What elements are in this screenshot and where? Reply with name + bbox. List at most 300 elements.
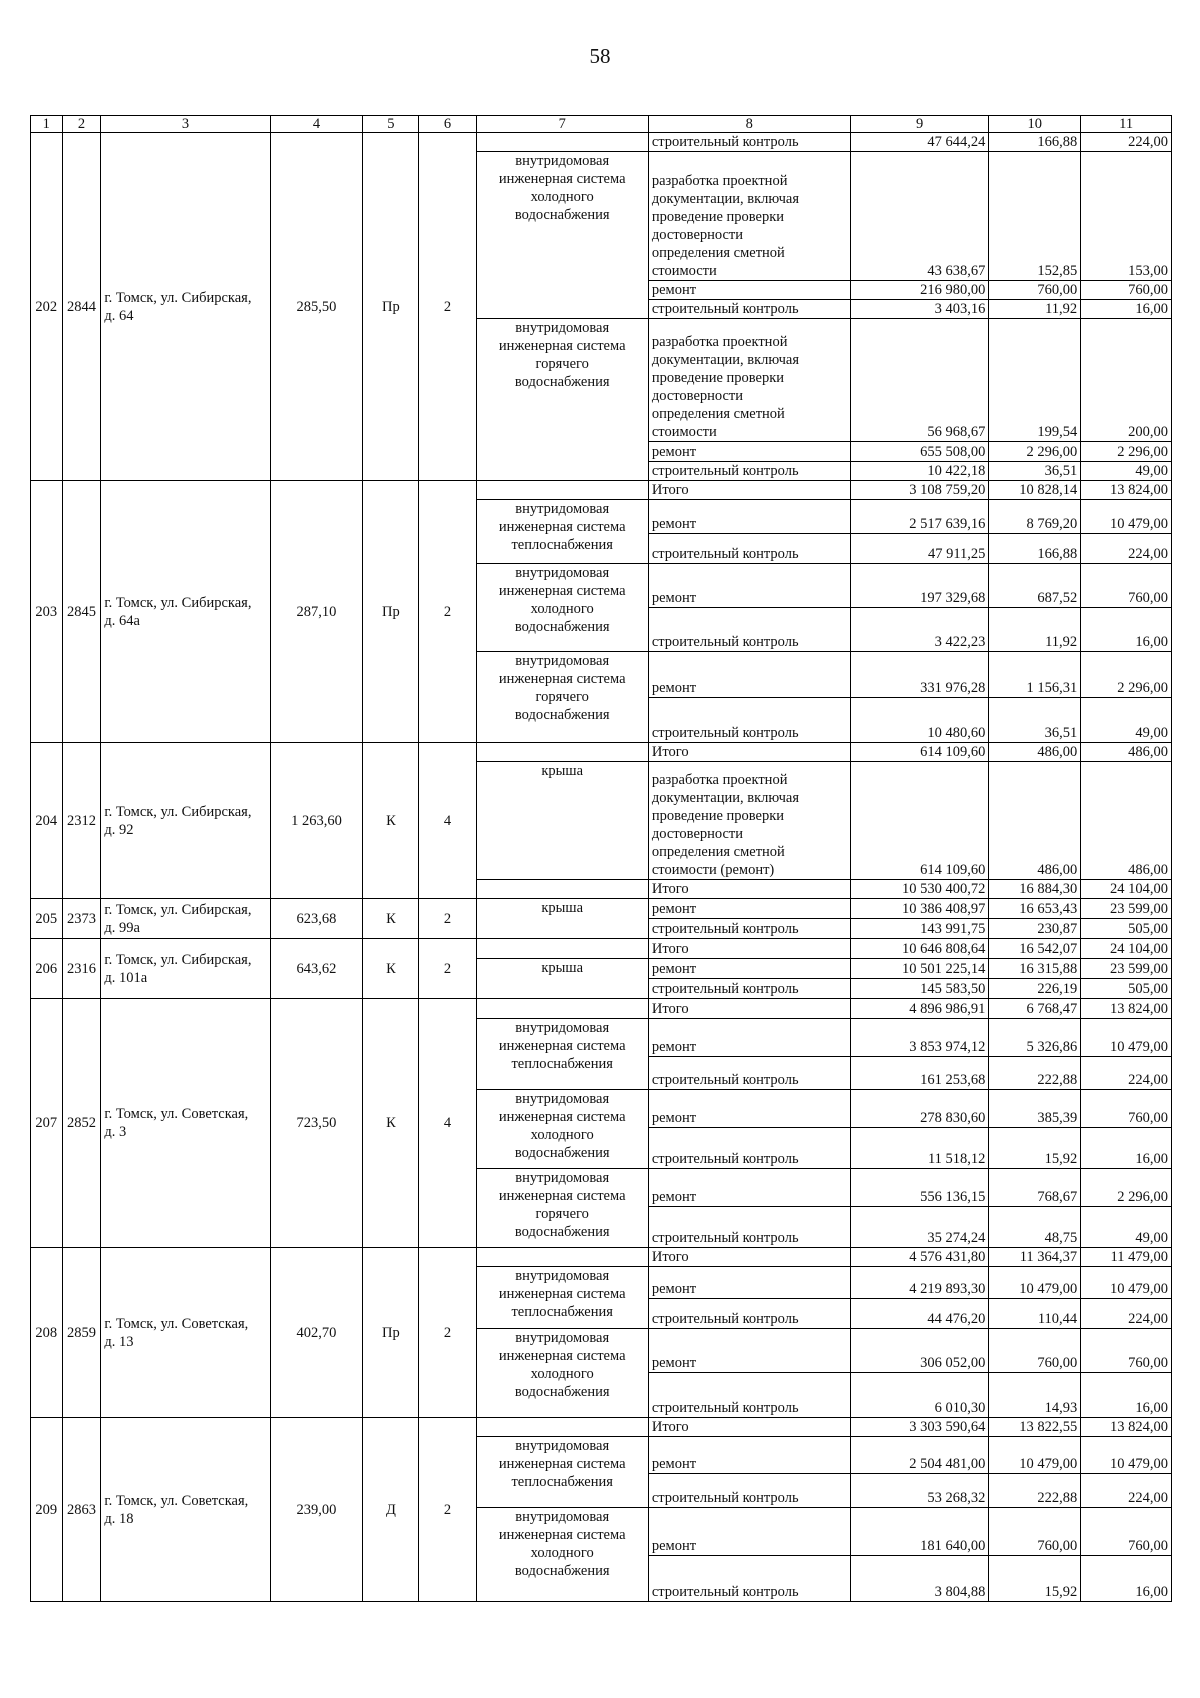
- work-type-text: строительный контроль: [651, 981, 799, 997]
- cost-per-sqm-text: 486,00: [1037, 744, 1078, 760]
- work-type-text: строительный контроль: [651, 463, 799, 479]
- system-name-cell: [476, 1267, 648, 1329]
- work-type-text: Итого: [651, 881, 689, 897]
- cost-limit-cell: [1081, 880, 1172, 899]
- cost-limit-text: 49,00: [1135, 463, 1168, 479]
- cost-limit-cell: [1081, 152, 1172, 281]
- cost-per-sqm-text: 48,75: [1044, 1230, 1078, 1246]
- cost-per-sqm-cell: [989, 500, 1081, 534]
- work-type-text: Итого: [651, 744, 689, 760]
- floors-text: 4: [443, 1115, 452, 1131]
- cost-total-cell: [850, 300, 989, 319]
- work-type-cell: [648, 959, 850, 979]
- work-type-cell: [648, 1508, 850, 1556]
- work-type-cell: [648, 1556, 850, 1602]
- col-header-10: 10: [989, 116, 1081, 133]
- cost-total-cell: [850, 979, 989, 999]
- cost-per-sqm-cell: [989, 652, 1081, 698]
- cost-total-cell: [850, 959, 989, 979]
- area-cell: [270, 1248, 363, 1418]
- cost-total-text: 2 504 481,00: [909, 1456, 986, 1472]
- area-cell: [270, 999, 363, 1248]
- area-cell: [270, 481, 363, 743]
- cost-per-sqm-text: 15,92: [1044, 1584, 1078, 1600]
- work-type-text: ремонт: [651, 1110, 697, 1126]
- cost-per-sqm-cell: [989, 1299, 1081, 1329]
- object-id-text: 2852: [66, 1115, 96, 1131]
- cost-limit-cell: [1081, 1090, 1172, 1128]
- work-type-cell: [648, 1128, 850, 1169]
- wall-type-cell: [363, 939, 419, 999]
- cost-total-text: 47 644,24: [927, 134, 986, 150]
- cost-limit-text: 2 296,00: [1117, 680, 1168, 696]
- system-name-cell: [476, 762, 648, 880]
- object-id-text: 2845: [66, 603, 96, 620]
- system-name-text: внутридомовая инженерная система теплоснабжения: [498, 501, 626, 553]
- cost-limit-cell: [1081, 319, 1172, 442]
- wall-type-text: Пр: [382, 1324, 400, 1341]
- cost-per-sqm-text: 8 769,20: [1026, 516, 1078, 532]
- cost-total-cell: [850, 1329, 989, 1373]
- cost-limit-text: 23 599,00: [1110, 961, 1168, 977]
- work-type-text: разработка проектной документации, включая проведение проверки достоверности определения сметной стоимости (ремонт): [651, 772, 800, 878]
- cost-total-cell: [850, 698, 989, 743]
- cost-total-cell: [850, 939, 989, 959]
- cost-per-sqm-cell: [989, 481, 1081, 500]
- cost-limit-cell: [1081, 442, 1172, 462]
- row-number-text: 205: [35, 910, 58, 927]
- work-type-cell: [648, 1207, 850, 1248]
- system-name-text: крыша: [541, 900, 584, 916]
- floors-text: 2: [443, 1324, 452, 1341]
- cost-total-text: 2 517 639,16: [909, 516, 986, 532]
- cost-per-sqm-text: 10 479,00: [1019, 1456, 1078, 1472]
- cost-limit-cell: [1081, 698, 1172, 743]
- cost-per-sqm-text: 110,44: [1037, 1311, 1078, 1327]
- cost-total-cell: [850, 564, 989, 608]
- object-id-cell: [62, 1418, 101, 1602]
- cost-per-sqm-cell: [989, 1207, 1081, 1248]
- table-row: [31, 999, 1172, 1019]
- address-cell: [101, 481, 270, 743]
- cost-total-cell: [850, 500, 989, 534]
- cost-limit-text: 13 824,00: [1110, 482, 1168, 498]
- cost-total-cell: [850, 1267, 989, 1299]
- work-type-text: строительный контроль: [651, 1400, 799, 1416]
- cost-limit-cell: [1081, 762, 1172, 880]
- cost-limit-cell: [1081, 1299, 1172, 1329]
- cost-limit-text: 16,00: [1135, 301, 1168, 317]
- cost-per-sqm-text: 760,00: [1037, 282, 1078, 298]
- wall-type-text: Пр: [382, 298, 400, 315]
- cost-total-text: 614 109,60: [920, 744, 986, 760]
- cost-per-sqm-text: 11,92: [1045, 301, 1078, 317]
- cost-per-sqm-text: 14,93: [1044, 1400, 1078, 1416]
- cost-limit-cell: [1081, 534, 1172, 564]
- system-name-cell: [476, 1508, 648, 1602]
- cost-limit-cell: [1081, 300, 1172, 319]
- work-type-text: Итого: [651, 1249, 689, 1265]
- work-type-text: Итого: [651, 1001, 689, 1017]
- system-name-cell: [476, 500, 648, 564]
- object-id-text: 2316: [66, 960, 96, 977]
- cost-per-sqm-cell: [989, 442, 1081, 462]
- system-name-cell: [476, 1090, 648, 1169]
- capital-repair-table: [30, 115, 1172, 1602]
- cost-total-cell: [850, 999, 989, 1019]
- cost-total-text: 44 476,20: [927, 1311, 986, 1327]
- system-name-cell: [476, 1329, 648, 1418]
- cost-total-text: 10 386 408,97: [902, 901, 986, 917]
- cost-limit-text: 10 479,00: [1110, 516, 1168, 532]
- cost-total-text: 4 576 431,80: [909, 1249, 986, 1265]
- work-type-text: ремонт: [651, 1189, 697, 1205]
- cost-total-cell: [850, 442, 989, 462]
- cost-limit-cell: [1081, 1418, 1172, 1437]
- cost-per-sqm-cell: [989, 1169, 1081, 1207]
- cost-per-sqm-text: 13 822,55: [1019, 1419, 1078, 1435]
- work-type-cell: [648, 534, 850, 564]
- wall-type-cell: [363, 743, 419, 899]
- cost-total-cell: [850, 652, 989, 698]
- cost-total-cell: [850, 1057, 989, 1090]
- col-header-3: 3: [101, 116, 270, 133]
- cost-total-cell: [850, 608, 989, 652]
- cost-limit-text: 13 824,00: [1110, 1419, 1168, 1435]
- address-text: г. Томск, ул. Сибирская, д. 92: [104, 803, 252, 838]
- cost-limit-cell: [1081, 1019, 1172, 1057]
- cost-per-sqm-text: 6 768,47: [1026, 1001, 1078, 1017]
- object-id-cell: [62, 133, 101, 481]
- area-cell: [270, 899, 363, 939]
- floors-text: 2: [443, 910, 452, 927]
- floors-cell: [419, 939, 476, 999]
- cost-per-sqm-text: 166,88: [1037, 134, 1078, 150]
- work-type-text: строительный контроль: [651, 634, 799, 650]
- cost-limit-cell: [1081, 652, 1172, 698]
- cost-per-sqm-cell: [989, 1373, 1081, 1418]
- work-type-text: строительный контроль: [651, 1151, 799, 1167]
- col-header-8: 8: [648, 116, 850, 133]
- work-type-text: Итого: [651, 941, 689, 957]
- work-type-text: ремонт: [651, 1039, 697, 1055]
- work-type-text: ремонт: [651, 444, 697, 460]
- work-type-cell: [648, 608, 850, 652]
- cost-limit-cell: [1081, 481, 1172, 500]
- system-name-cell: [476, 1019, 648, 1090]
- system-name-cell: [476, 880, 648, 899]
- cost-limit-text: 224,00: [1128, 1072, 1168, 1088]
- cost-per-sqm-cell: [989, 133, 1081, 152]
- work-type-cell: [648, 564, 850, 608]
- cost-limit-cell: [1081, 1329, 1172, 1373]
- cost-limit-text: 224,00: [1128, 1490, 1168, 1506]
- cost-total-text: 4 896 986,91: [909, 1001, 986, 1017]
- row-number-cell: [31, 939, 63, 999]
- area-text: 643,62: [296, 960, 337, 977]
- address-text: г. Томск, ул. Сибирская, д. 64а: [104, 594, 252, 629]
- object-id-cell: [62, 999, 101, 1248]
- cost-limit-text: 16,00: [1135, 1151, 1168, 1167]
- wall-type-text: Пр: [382, 603, 400, 620]
- cost-total-text: 3 108 759,20: [909, 482, 986, 498]
- wall-type-cell: [363, 481, 419, 743]
- system-name-text: внутридомовая инженерная система холодного водоснабжения: [498, 153, 626, 223]
- cost-limit-cell: [1081, 608, 1172, 652]
- work-type-cell: [648, 880, 850, 899]
- cost-total-cell: [850, 152, 989, 281]
- cost-limit-text: 49,00: [1135, 1230, 1168, 1246]
- cost-per-sqm-cell: [989, 300, 1081, 319]
- wall-type-cell: [363, 1418, 419, 1602]
- cost-per-sqm-cell: [989, 899, 1081, 919]
- work-type-cell: [648, 899, 850, 919]
- cost-limit-cell: [1081, 1248, 1172, 1267]
- work-type-cell: [648, 762, 850, 880]
- work-type-cell: [648, 281, 850, 300]
- cost-limit-text: 23 599,00: [1110, 901, 1168, 917]
- work-type-cell: [648, 1267, 850, 1299]
- cost-total-cell: [850, 1090, 989, 1128]
- col-header-11: 11: [1081, 116, 1172, 133]
- cost-total-cell: [850, 462, 989, 481]
- work-type-cell: [648, 462, 850, 481]
- cost-per-sqm-cell: [989, 1418, 1081, 1437]
- row-number-cell: [31, 1248, 63, 1418]
- floors-cell: [419, 481, 476, 743]
- work-type-text: ремонт: [651, 961, 697, 977]
- cost-total-text: 3 403,16: [934, 301, 986, 317]
- cost-per-sqm-text: 16 653,43: [1019, 901, 1078, 917]
- row-number-text: 209: [35, 1501, 58, 1518]
- cost-limit-cell: [1081, 743, 1172, 762]
- work-type-text: разработка проектной документации, включая проведение проверки достоверности определения сметной стоимости: [651, 334, 800, 440]
- work-type-cell: [648, 133, 850, 152]
- cost-total-text: 3 303 590,64: [909, 1419, 986, 1435]
- cost-total-text: 331 976,28: [920, 680, 986, 696]
- cost-limit-text: 153,00: [1128, 263, 1168, 279]
- work-type-cell: [648, 939, 850, 959]
- cost-per-sqm-cell: [989, 743, 1081, 762]
- address-cell: [101, 743, 270, 899]
- cost-limit-text: 13 824,00: [1110, 1001, 1168, 1017]
- cost-total-text: 10 422,18: [927, 463, 986, 479]
- cost-limit-text: 10 479,00: [1110, 1281, 1168, 1297]
- work-type-cell: [648, 1299, 850, 1329]
- cost-total-cell: [850, 1556, 989, 1602]
- cost-per-sqm-cell: [989, 152, 1081, 281]
- cost-limit-text: 505,00: [1128, 921, 1168, 937]
- cost-per-sqm-text: 16 315,88: [1019, 961, 1078, 977]
- work-type-cell: [648, 300, 850, 319]
- cost-per-sqm-text: 10 828,14: [1019, 482, 1078, 498]
- cost-limit-cell: [1081, 979, 1172, 999]
- work-type-cell: [648, 652, 850, 698]
- address-cell: [101, 939, 270, 999]
- work-type-cell: [648, 152, 850, 281]
- cost-total-cell: [850, 481, 989, 500]
- system-name-text: внутридомовая инженерная система холодного водоснабжения: [498, 1509, 626, 1579]
- work-type-cell: [648, 1373, 850, 1418]
- cost-limit-text: 486,00: [1128, 744, 1168, 760]
- work-type-text: ремонт: [651, 1456, 697, 1472]
- work-type-cell: [648, 319, 850, 442]
- floors-cell: [419, 743, 476, 899]
- cost-limit-cell: [1081, 919, 1172, 939]
- cost-total-cell: [850, 281, 989, 300]
- system-name-text: внутридомовая инженерная система теплоснабжения: [498, 1020, 626, 1072]
- work-type-cell: [648, 1418, 850, 1437]
- work-type-text: строительный контроль: [651, 1072, 799, 1088]
- system-name-text: внутридомовая инженерная система горячего водоснабжения: [498, 320, 626, 390]
- row-number-text: 204: [35, 812, 58, 829]
- cost-limit-text: 11 479,00: [1110, 1249, 1168, 1265]
- cost-limit-cell: [1081, 999, 1172, 1019]
- cost-limit-text: 24 104,00: [1110, 941, 1168, 957]
- system-name-text: внутридомовая инженерная система горячего водоснабжения: [498, 653, 626, 723]
- floors-text: 4: [443, 812, 452, 829]
- work-type-cell: [648, 1437, 850, 1474]
- cost-limit-cell: [1081, 281, 1172, 300]
- system-name-text: внутридомовая инженерная система холодного водоснабжения: [498, 1091, 626, 1161]
- floors-cell: [419, 1418, 476, 1602]
- wall-type-text: К: [386, 812, 396, 829]
- work-type-cell: [648, 919, 850, 939]
- floors-cell: [419, 133, 476, 481]
- cost-limit-cell: [1081, 939, 1172, 959]
- address-text: г. Томск, ул. Сибирская, д. 64: [104, 289, 252, 324]
- system-name-cell: [476, 1169, 648, 1248]
- cost-limit-text: 505,00: [1128, 981, 1168, 997]
- work-type-text: ремонт: [651, 1281, 697, 1297]
- cost-per-sqm-cell: [989, 1508, 1081, 1556]
- cost-per-sqm-text: 222,88: [1037, 1490, 1078, 1506]
- cost-per-sqm-text: 222,88: [1037, 1072, 1078, 1088]
- cost-total-text: 306 052,00: [920, 1355, 986, 1371]
- work-type-text: строительный контроль: [651, 301, 799, 317]
- cost-total-text: 145 583,50: [920, 981, 986, 997]
- address-cell: [101, 1418, 270, 1602]
- cost-total-text: 655 508,00: [920, 444, 986, 460]
- cost-total-text: 161 253,68: [920, 1072, 986, 1088]
- col-header-7: 7: [476, 116, 648, 133]
- col-header-2: 2: [62, 116, 101, 133]
- wall-type-text: К: [386, 1115, 396, 1131]
- cost-total-text: 10 480,60: [927, 725, 986, 741]
- floors-cell: [419, 999, 476, 1248]
- col-header-1: 1: [31, 116, 63, 133]
- col-header-9: 9: [850, 116, 989, 133]
- work-type-text: ремонт: [651, 680, 697, 696]
- cost-total-text: 3 422,23: [934, 634, 986, 650]
- address-text: г. Томск, ул. Советская, д. 13: [104, 1315, 249, 1350]
- cost-total-text: 556 136,15: [920, 1189, 986, 1205]
- cost-limit-text: 24 104,00: [1110, 881, 1168, 897]
- system-name-cell: [476, 899, 648, 939]
- cost-total-cell: [850, 743, 989, 762]
- system-name-cell: [476, 652, 648, 743]
- cost-limit-text: 10 479,00: [1110, 1039, 1168, 1055]
- cost-total-text: 43 638,67: [927, 263, 986, 279]
- work-type-text: строительный контроль: [651, 1490, 799, 1506]
- row-number-cell: [31, 899, 63, 939]
- cost-limit-cell: [1081, 959, 1172, 979]
- cost-total-cell: [850, 919, 989, 939]
- system-name-text: внутридомовая инженерная система холодного водоснабжения: [498, 1330, 626, 1400]
- cost-limit-text: 486,00: [1128, 862, 1168, 878]
- cost-limit-text: 760,00: [1128, 1538, 1168, 1554]
- cost-limit-cell: [1081, 1373, 1172, 1418]
- cost-per-sqm-cell: [989, 1248, 1081, 1267]
- header-row: [31, 116, 1172, 133]
- cost-total-text: 56 968,67: [927, 424, 986, 440]
- address-text: г. Томск, ул. Советская, д. 3: [104, 1106, 249, 1140]
- cost-per-sqm-text: 36,51: [1044, 725, 1078, 741]
- area-cell: [270, 743, 363, 899]
- cost-per-sqm-cell: [989, 534, 1081, 564]
- cost-per-sqm-text: 2 296,00: [1026, 444, 1078, 460]
- cost-per-sqm-cell: [989, 999, 1081, 1019]
- address-text: г. Томск, ул. Сибирская, д. 99а: [104, 901, 252, 936]
- wall-type-cell: [363, 133, 419, 481]
- cost-limit-text: 224,00: [1128, 546, 1168, 562]
- system-name-cell: [476, 743, 648, 762]
- cost-per-sqm-cell: [989, 1019, 1081, 1057]
- cost-limit-cell: [1081, 1437, 1172, 1474]
- system-name-text: крыша: [541, 763, 584, 779]
- cost-per-sqm-cell: [989, 979, 1081, 999]
- cost-per-sqm-cell: [989, 959, 1081, 979]
- row-number-text: 202: [35, 298, 58, 315]
- cost-per-sqm-text: 5 326,86: [1026, 1039, 1078, 1055]
- row-number-cell: [31, 743, 63, 899]
- object-id-text: 2844: [66, 298, 96, 315]
- cost-per-sqm-cell: [989, 281, 1081, 300]
- work-type-text: ремонт: [651, 282, 697, 298]
- floors-text: 2: [443, 1501, 452, 1518]
- cost-limit-text: 10 479,00: [1110, 1456, 1168, 1472]
- work-type-text: ремонт: [651, 901, 697, 917]
- cost-total-text: 197 329,68: [920, 590, 986, 606]
- area-text: 623,68: [296, 910, 337, 927]
- work-type-cell: [648, 500, 850, 534]
- cost-total-cell: [850, 899, 989, 919]
- area-text: 285,50: [296, 298, 337, 315]
- cost-total-cell: [850, 1299, 989, 1329]
- row-number-text: 203: [35, 603, 58, 620]
- cost-per-sqm-text: 486,00: [1037, 862, 1078, 878]
- cost-limit-text: 200,00: [1128, 424, 1168, 440]
- row-number-text: 208: [35, 1324, 58, 1341]
- work-type-cell: [648, 1169, 850, 1207]
- cost-per-sqm-cell: [989, 1057, 1081, 1090]
- address-text: г. Томск, ул. Сибирская, д. 101а: [104, 951, 252, 986]
- work-type-text: ремонт: [651, 590, 697, 606]
- area-cell: [270, 939, 363, 999]
- cost-total-text: 53 268,32: [927, 1490, 986, 1506]
- system-name-cell: [476, 133, 648, 152]
- row-number-cell: [31, 133, 63, 481]
- cost-total-cell: [850, 1019, 989, 1057]
- system-name-cell: [476, 152, 648, 319]
- cost-total-cell: [850, 133, 989, 152]
- object-id-text: 2863: [66, 1501, 96, 1518]
- cost-limit-text: 760,00: [1128, 1110, 1168, 1126]
- system-name-cell: [476, 319, 648, 481]
- cost-limit-cell: [1081, 1169, 1172, 1207]
- cost-per-sqm-text: 11 364,37: [1019, 1249, 1078, 1265]
- cost-limit-text: 760,00: [1128, 590, 1168, 606]
